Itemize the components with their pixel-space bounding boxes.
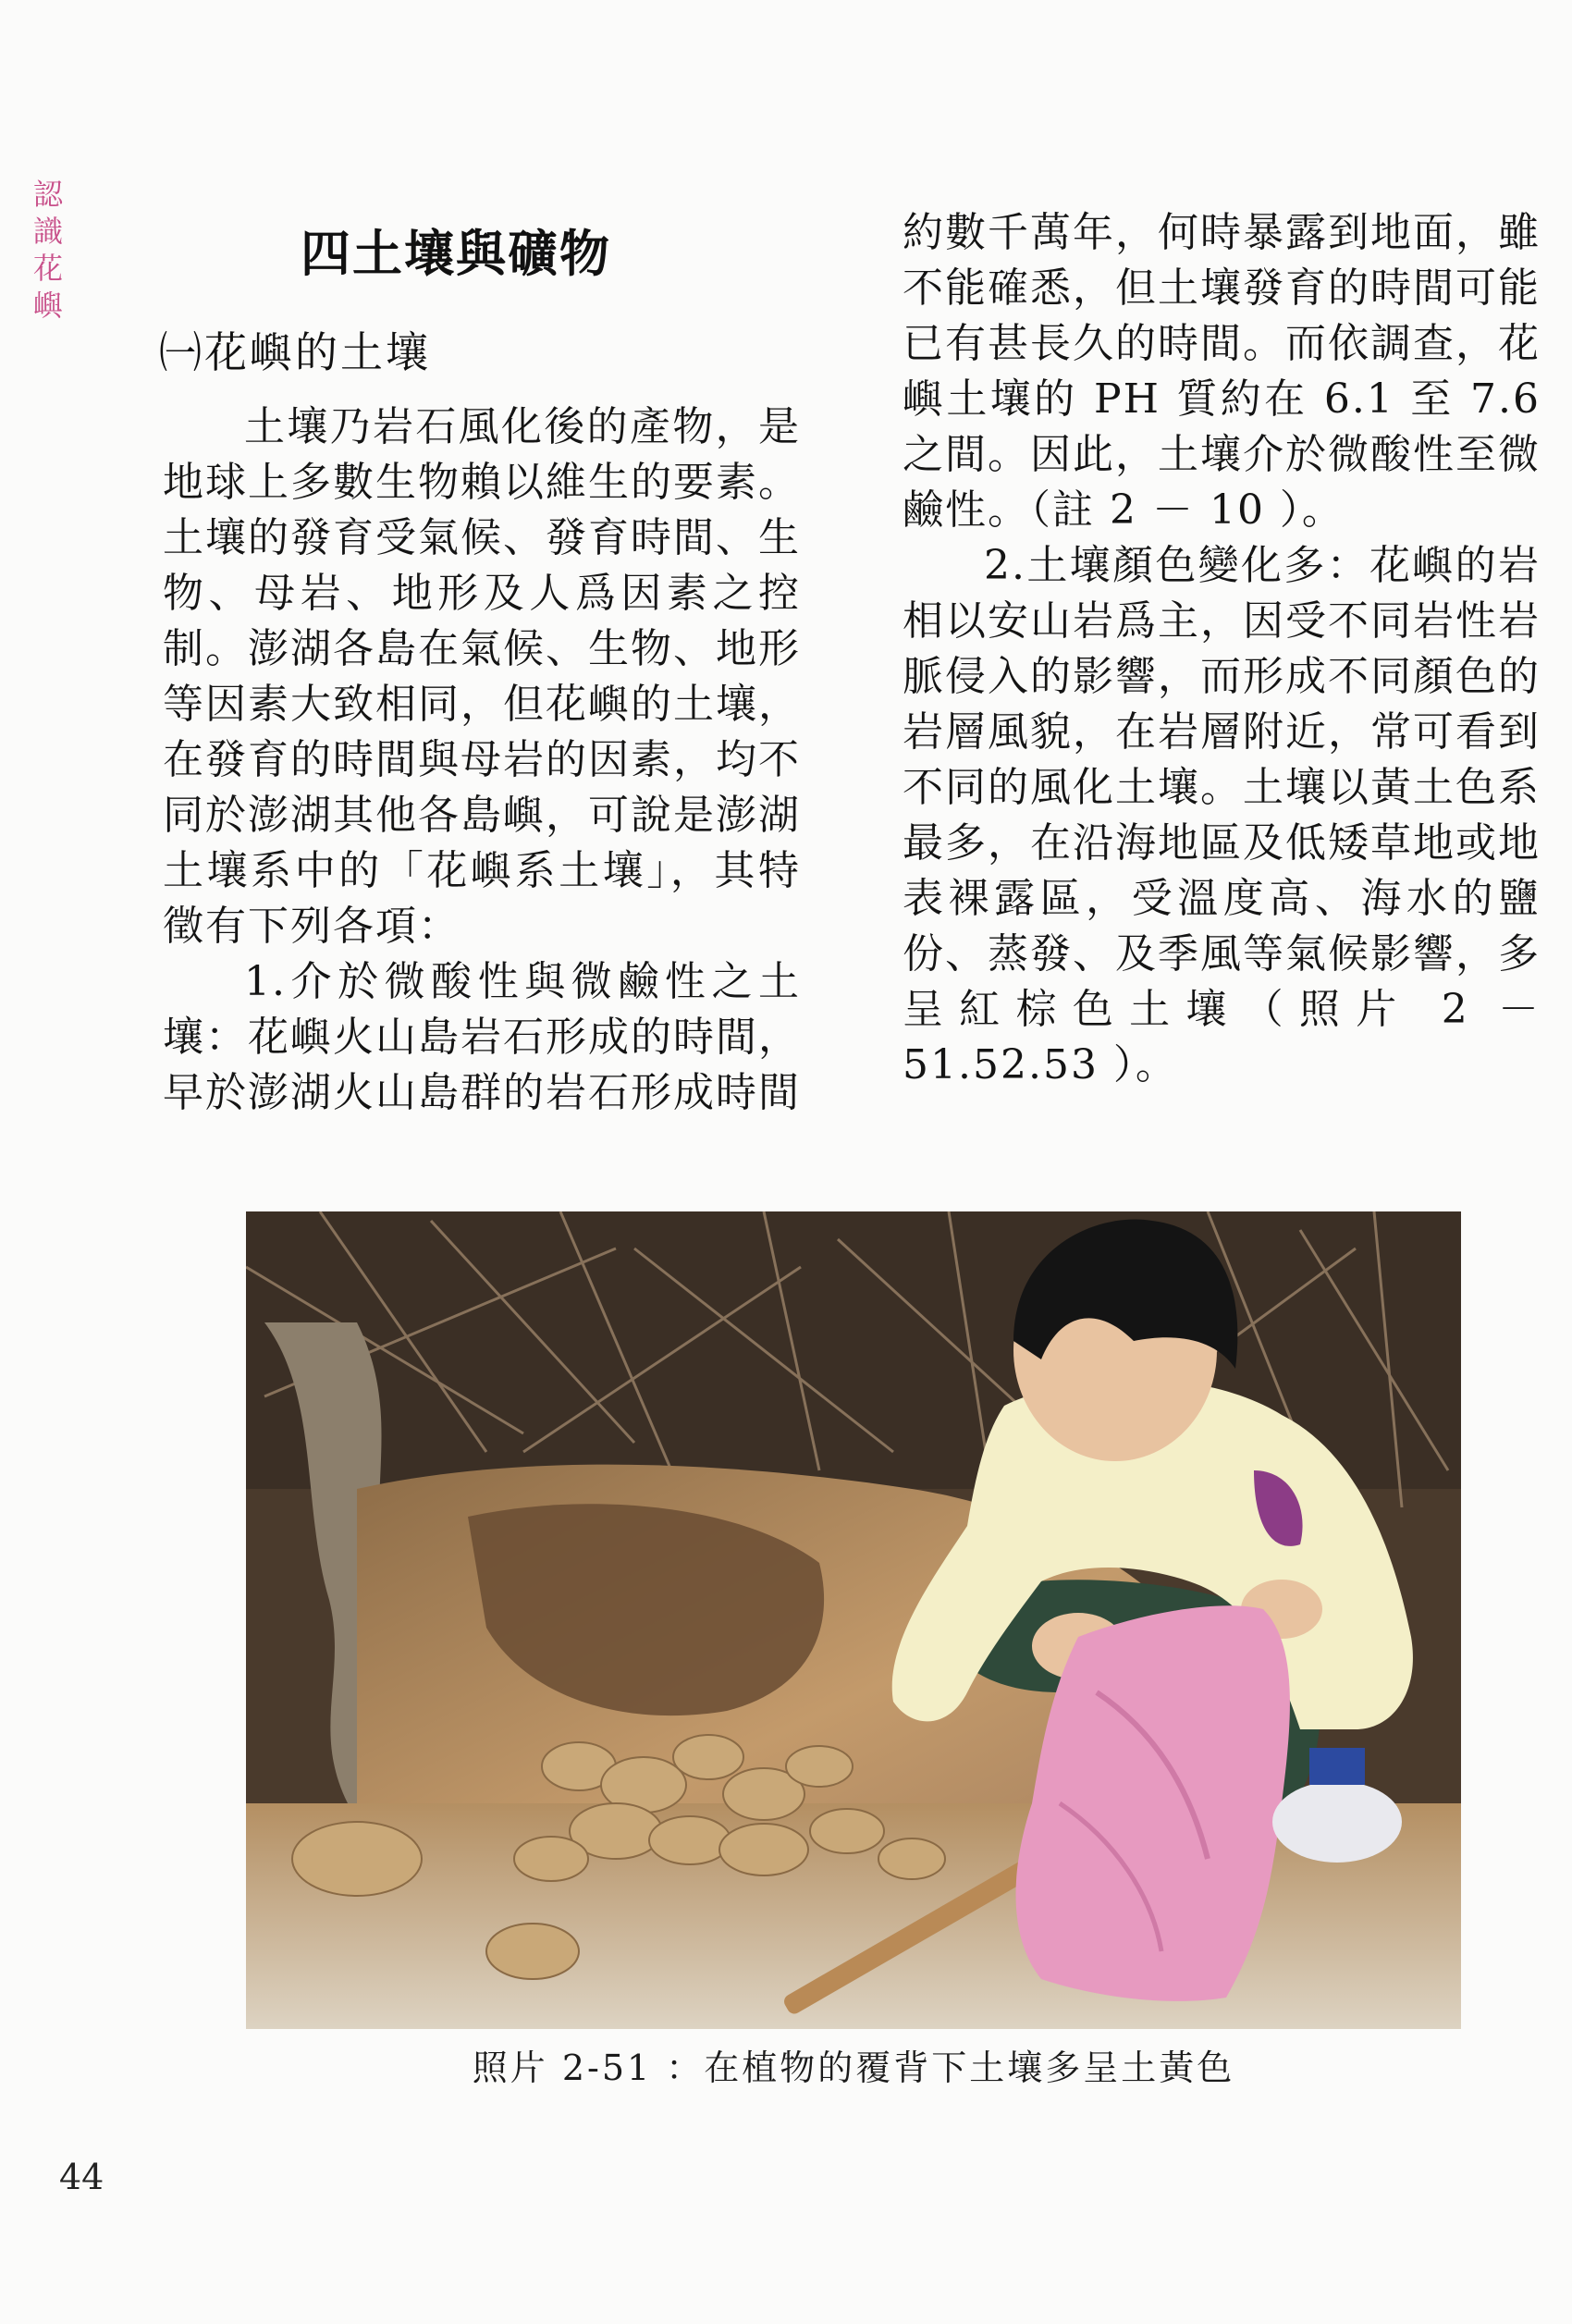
- section-title: 四土壤與礦物: [301, 225, 611, 283]
- subsection-title: ㈠花嶼的土壤: [159, 327, 431, 377]
- paragraph-item-1-continued: 約數千萬年，何時暴露到地面，雖不能確悉，但土壤發育的時間可能已有甚長久的時間。而依調查，花嶼土壤的 PH 質約在 6.1 至 7.6 之間。因此，土壤介於微酸性至微鹼性。（註 2 － 10 ）。: [903, 209, 1541, 534]
- left-text-column: [163, 400, 801, 1121]
- paragraph-intro: 土壤乃岩石風化後的產物，是地球上多數生物賴以維生的要素。土壤的發育受氣候、發育時間、生物、母岩、地形及人爲因素之控制。澎湖各島在氣候、生物、地形等因素大致相同，但花嶼的土壤，在發育的時間與母岩的因素，均不同於澎湖其他各島嶼，可說是澎湖土壤系中的「花嶼系土壤」，其特徵有下列各項：: [163, 403, 801, 950]
- page-number: 44: [59, 2157, 104, 2197]
- paragraph-item-1: 1.介於微酸性與微鹼性之土壤：花嶼火山島岩石形成的時間，早於澎湖火山島群的岩石形成時間: [163, 958, 801, 1116]
- photo-caption: 照片 2-51 ：在植物的覆背下土壤多呈土黃色: [472, 2047, 1235, 2088]
- soil-photo-illustration: [246, 1211, 1461, 2029]
- paragraph-item-2: 2.土壤顏色變化多：花嶼的岩相以安山岩爲主，因受不同岩性岩脈侵入的影響，而形成不同顏色的岩層風貌，在岩層附近，常可看到不同的風化土壤。土壤以黃土色系最多，在沿海地區及低矮草地或地表裸露區，受溫度高、海水的鹽份、蒸發、及季風等氣候影響，多呈紅棕色土壤（照片 2 － 51.52.53 ）。: [903, 542, 1541, 1088]
- soil-photo: [246, 1211, 1461, 2029]
- book-title-vertical: 認識花嶼: [32, 177, 63, 323]
- right-text-column: [903, 205, 1541, 1093]
